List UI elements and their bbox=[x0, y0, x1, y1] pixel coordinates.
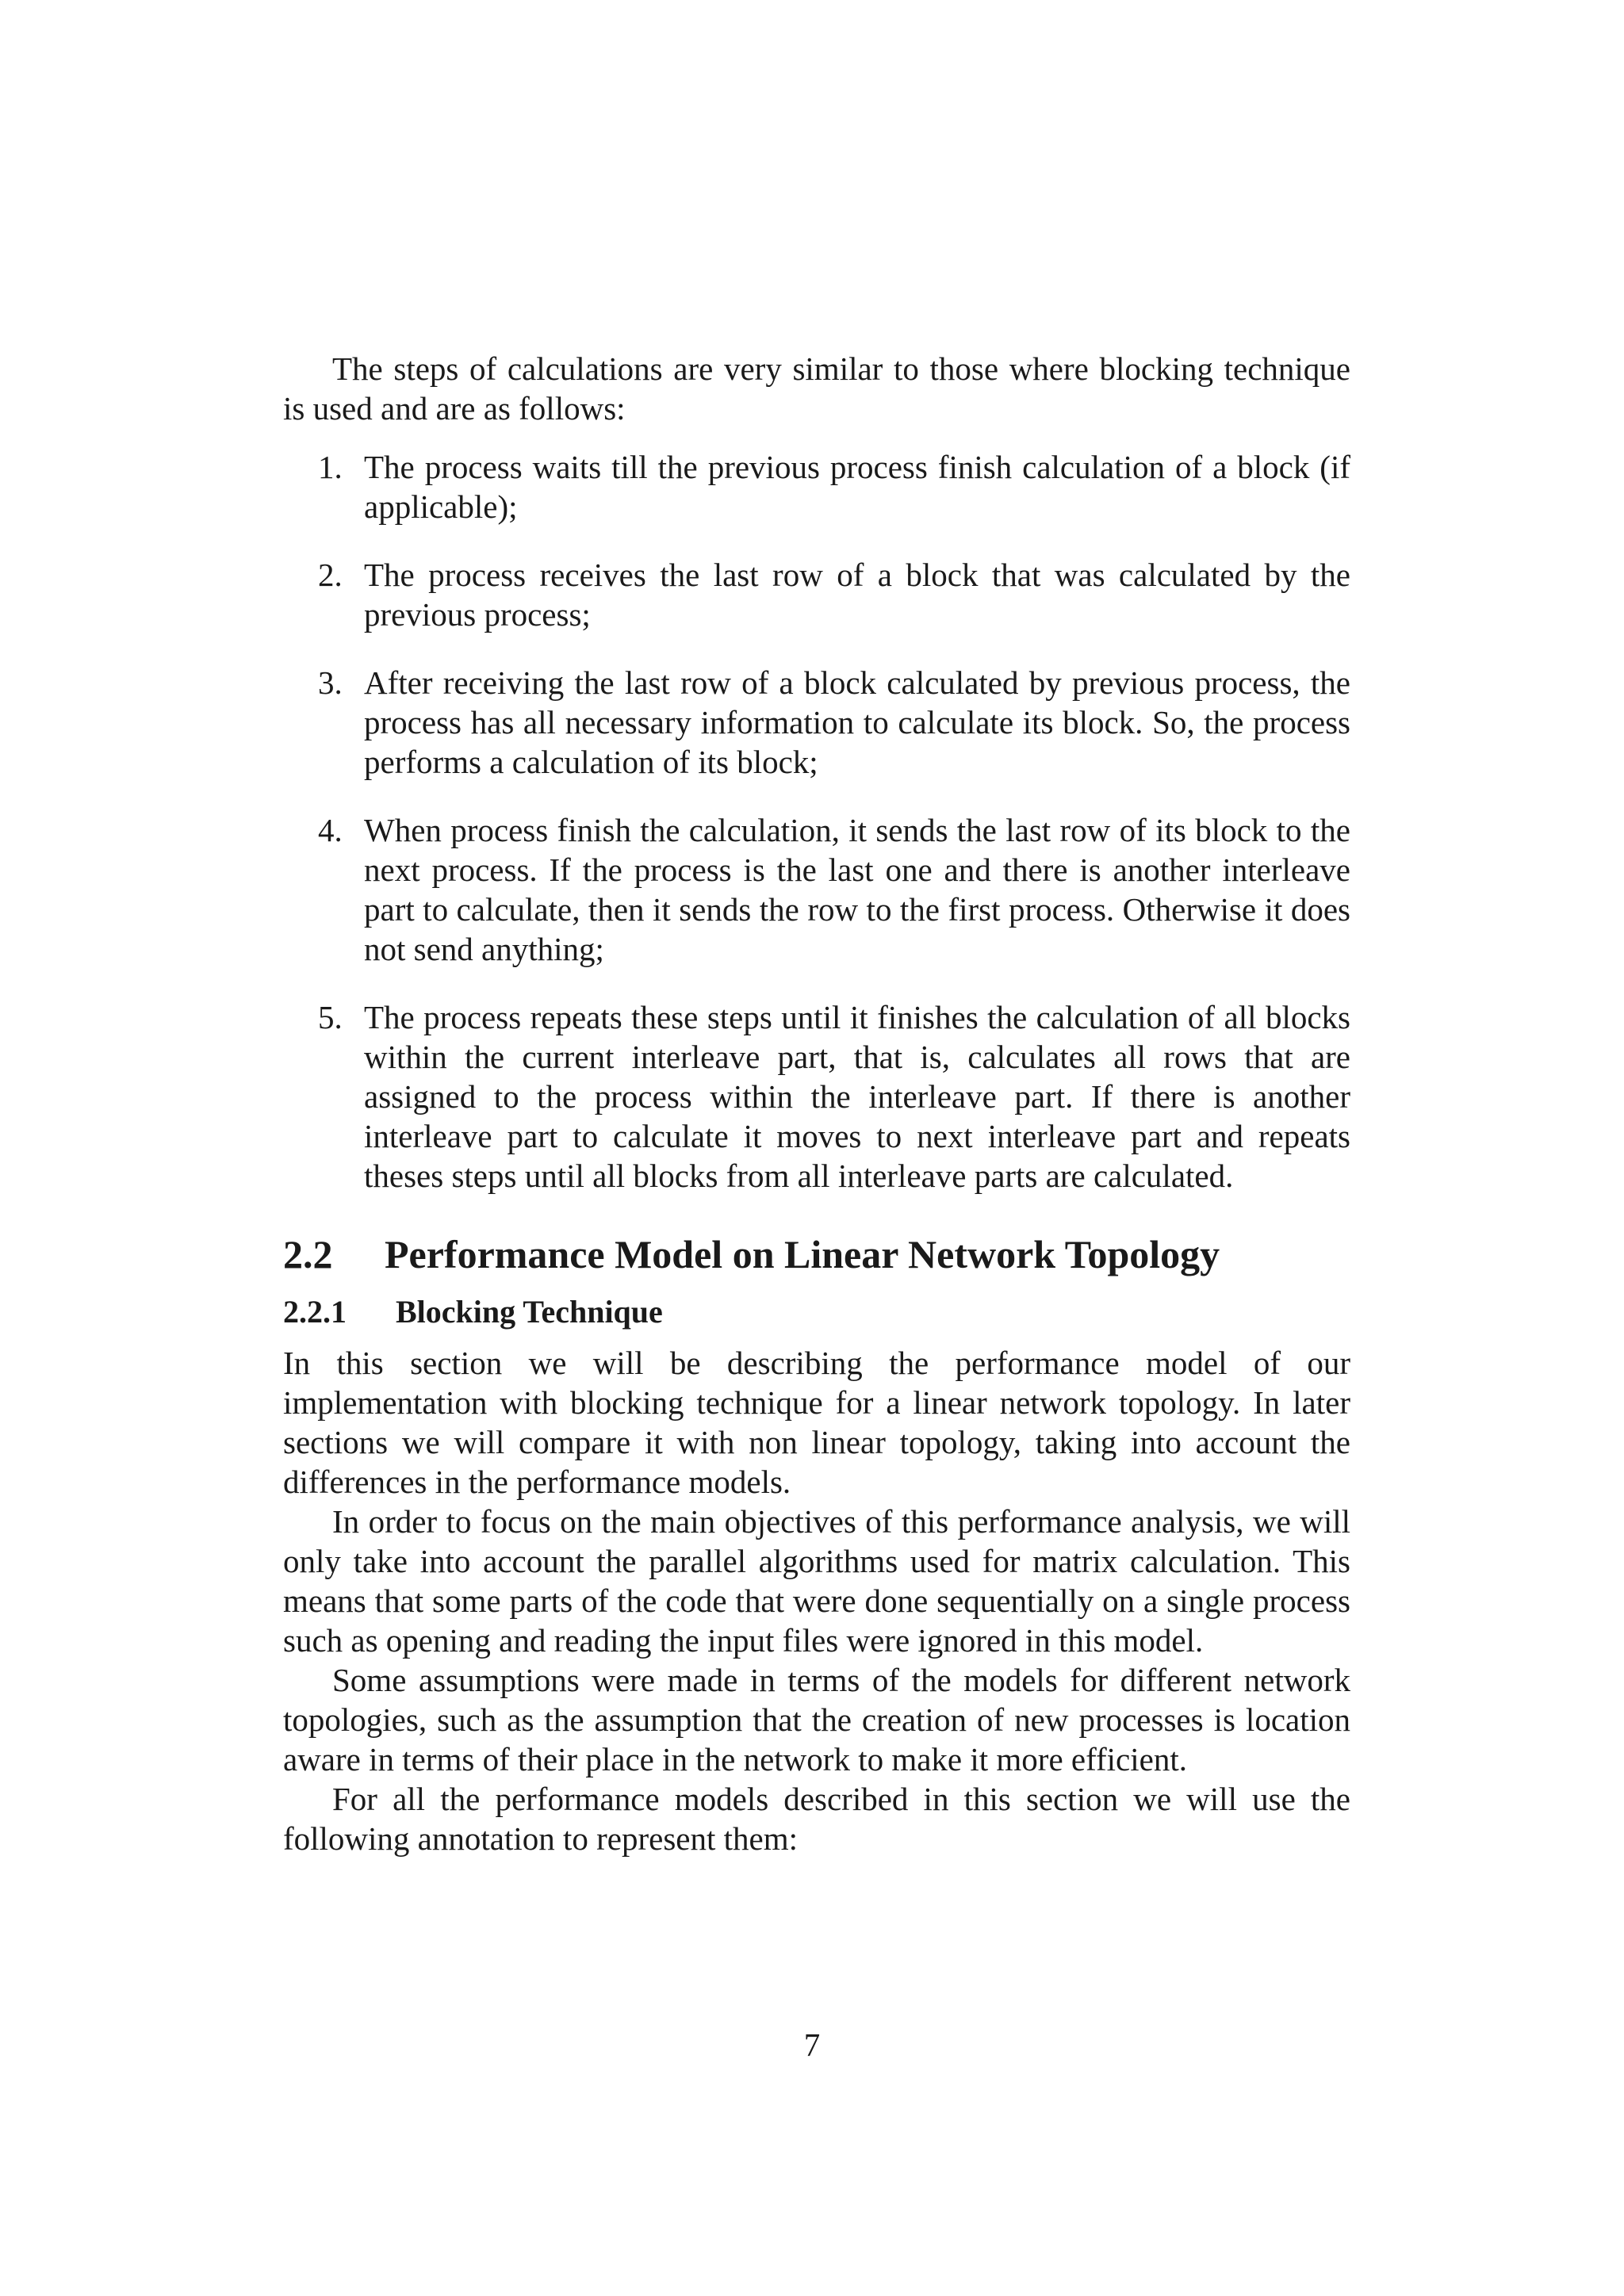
page-body bbox=[283, 349, 1350, 1858]
section-title: Performance Model on Linear Network Topology bbox=[385, 1232, 1220, 1276]
list-item bbox=[318, 555, 1350, 634]
body-paragraph: In order to focus on the main objectives of this performance analysis, we will only take into account the parallel algorithms used for matrix calculation. This means that some parts of the code that were done sequentially on a single process such as opening and reading the input files were ignored in this model. bbox=[283, 1503, 1350, 1659]
page-number: 7 bbox=[803, 2026, 821, 2063]
list-item bbox=[318, 663, 1350, 782]
subsection-heading bbox=[283, 1292, 1350, 1332]
body-paragraph: Some assumptions were made in terms of the models for different network topologies, such as the assumption that the creation of new processes is location aware in terms of their place in the network to make it more efficient. bbox=[283, 1662, 1350, 1777]
list-item bbox=[318, 447, 1350, 526]
body-paragraph: For all the performance models described in this section we will use the following annotation to represent them: bbox=[283, 1781, 1350, 1857]
list-item-text: After receiving the last row of a block calculated by previous process, the process has all necessary information to calculate its block. So, the process performs a calculation of its block; bbox=[364, 664, 1350, 780]
section-heading bbox=[283, 1230, 1350, 1278]
list-item-text: The process repeats these steps until it finishes the calculation of all blocks within the current interleave part, that is, calculates all rows that are assigned to the process within the interleave part. If there is another interleave part to calculate it moves to next interleave part and repeats theses steps until all blocks from all interleave parts are calculated. bbox=[364, 999, 1350, 1194]
steps-list bbox=[283, 447, 1350, 1196]
list-item-number: 1. bbox=[318, 449, 343, 485]
list-item-text: The process waits till the previous process finish calculation of a block (if applicable); bbox=[364, 449, 1350, 525]
list-item-number: 4. bbox=[318, 812, 343, 848]
list-item-text: When process finish the calculation, it sends the last row of its block to the next process. If the process is the last one and there is another interleave part to calculate, then it sends the row to the first process. Otherwise it does not send anything; bbox=[364, 812, 1350, 967]
list-item-number: 2. bbox=[318, 557, 343, 593]
list-item-number: 3. bbox=[318, 664, 343, 701]
subsection-number: 2.2.1 bbox=[283, 1294, 347, 1330]
list-item-text: The process receives the last row of a block that was calculated by the previous process; bbox=[364, 557, 1350, 633]
intro-paragraph: The steps of calculations are very similar to those where blocking technique is used and are as follows: bbox=[283, 350, 1350, 427]
list-item bbox=[318, 997, 1350, 1196]
list-item bbox=[318, 810, 1350, 969]
list-item-number: 5. bbox=[318, 999, 343, 1035]
body-paragraph: In this section we will be describing the performance model of our implementation with blocking technique for a linear network topology. In later sections we will compare it with non linear topology, taking into account the differences in the performance models. bbox=[283, 1345, 1350, 1500]
subsection-title: Blocking Technique bbox=[396, 1294, 663, 1330]
section-number: 2.2 bbox=[283, 1232, 333, 1276]
